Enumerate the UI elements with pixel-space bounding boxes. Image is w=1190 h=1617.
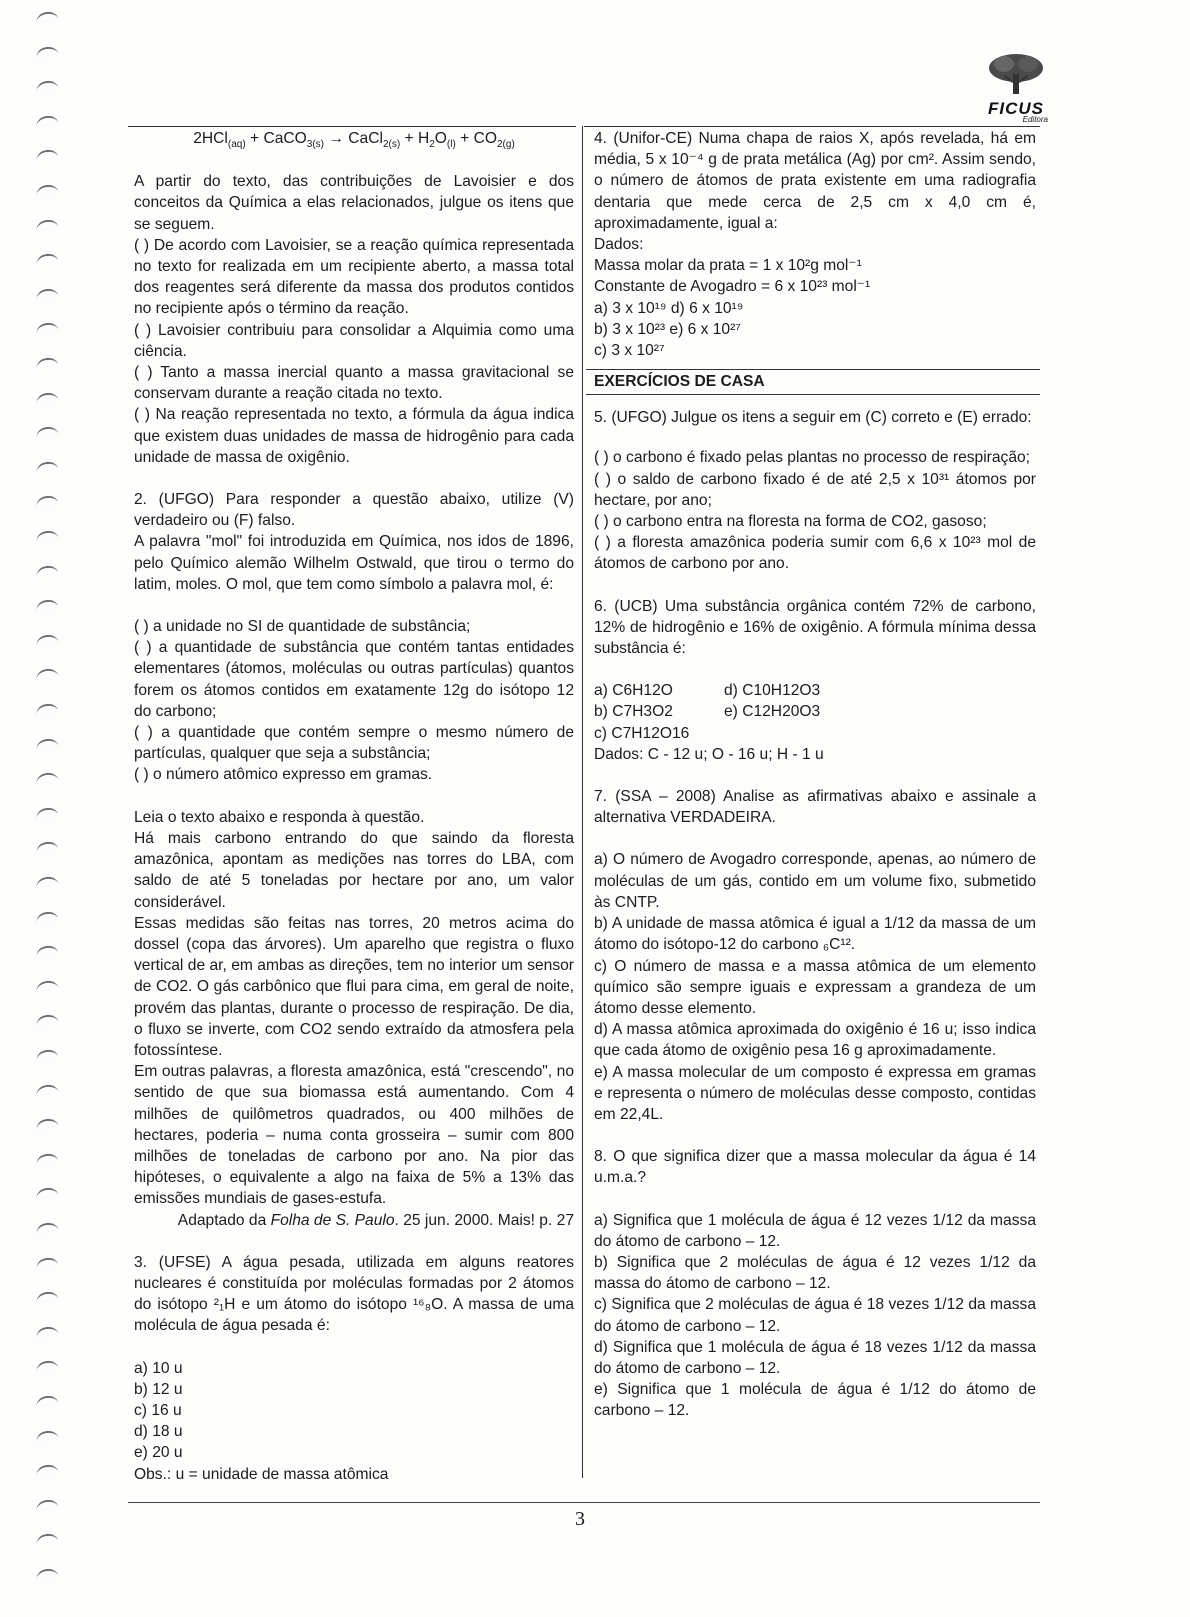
q6-option-row <box>594 701 1036 722</box>
spiral-ring <box>35 357 58 369</box>
spiral-ring <box>35 1360 58 1372</box>
q6-text: 6. (UCB) Uma substância orgânica contém 72% de carbono, 12% de hidrogênio e 16% de oxigênio. A fórmula mínima dessa substância é: <box>594 597 1036 658</box>
spiral-ring <box>35 184 58 196</box>
q3-option: e) 20 u <box>134 1444 183 1462</box>
reading-heading: Leia o texto abaixo e responda à questão. <box>134 808 425 826</box>
spiral-ring <box>35 599 58 611</box>
spiral-ring <box>35 1187 58 1199</box>
spiral-binding <box>30 0 70 1617</box>
spiral-ring <box>35 1325 58 1337</box>
spiral-ring <box>35 11 58 23</box>
column-divider <box>582 126 583 1478</box>
logo-word: FICUS <box>988 99 1044 118</box>
spiral-ring <box>35 1291 58 1303</box>
q7-item: b) A unidade de massa atômica é igual a 1/12 da massa de um átomo do isótopo-12 do carbono ₆C¹². <box>594 915 1036 954</box>
source-italic: Folha de S. Paulo <box>270 1211 395 1229</box>
spiral-ring <box>35 1118 58 1130</box>
spiral-ring <box>35 772 58 784</box>
q3-option: a) 10 u <box>134 1359 183 1377</box>
q5-item: ( ) o carbono é fixado pelas plantas no processo de respiração; <box>594 449 1031 467</box>
q1-item: ( ) Na reação representada no texto, a fórmula da água indica que existem duas unidades de massa de hidrogênio para cada unidade de massa de oxigênio. <box>134 406 574 466</box>
logo-sub: Editora <box>1022 115 1048 124</box>
spiral-ring <box>35 218 58 230</box>
spiral-ring <box>35 460 58 472</box>
q4-option: c) 3 x 10²⁷ <box>594 342 665 360</box>
q6-option-row <box>594 680 1036 701</box>
spiral-ring <box>35 841 58 853</box>
spiral-ring <box>35 806 58 818</box>
q6-option <box>724 723 1036 744</box>
q4-text: 4. (Unifor-CE) Numa chapa de raios X, após revelada, há em média, 5 x 10⁻⁴ g de prata metálica (Ag) por cm². Assim sendo, o número de átomos de prata existente em uma radiografia dentaria que mede cerca de 2,5 cm x 4,0 cm é, aproximadamente, igual a: <box>594 130 1036 232</box>
spiral-ring <box>35 633 58 645</box>
spiral-ring <box>35 1083 58 1095</box>
q2-text: A palavra "mol" foi introduzida em Química, nos idos de 1896, pelo Químico alemão Wilhelm Ostwald, que tirou o termo do latim, moles. O mol, que tem como símbolo a palavra mol, é: <box>134 533 574 593</box>
spiral-ring <box>35 668 58 680</box>
page-number: 3 <box>575 1508 585 1530</box>
q4-data-line: Massa molar da prata = 1 x 10²g mol⁻¹ <box>594 257 862 275</box>
q2-item: ( ) o número atômico expresso em gramas. <box>134 766 433 784</box>
spiral-ring <box>35 114 58 126</box>
q7-item: e) A massa molecular de um composto é expressa em gramas e representa o número de moléculas desse composto, contidas em 22,4L. <box>594 1063 1036 1123</box>
spiral-ring <box>35 1014 58 1026</box>
spiral-ring <box>35 1568 58 1580</box>
top-rule-left <box>128 126 576 127</box>
text-paragraph: Em outras palavras, a floresta amazônica, está "crescendo", no sentido de que sua biomassa está aumentando. Com 4 milhões de quilômetros quadrados, ou 400 milhões de hectares, poderia – numa conta grosseira – sumir com 800 milhões de toneladas de carbono por ano. Na pior das hipóteses, o equivalente a algo na faixa de 5% a 13% das emissões mundiais de gases-estufa. <box>134 1063 574 1208</box>
q1-item: ( ) Tanto a massa inercial quanto a massa gravitacional se conservam durante a reação citada no texto. <box>134 364 574 403</box>
text-paragraph: Essas medidas são feitas nas torres, 20 metros acima do dossel (copa das árvores). Um aparelho que registra o fluxo vertical de ar, em ambas as direções, tem no interior um sensor de CO2. O gás carbônico que flui para cima, em geral de noite, provém das plantas, durante o processo de respiração. De dia, o fluxo se inverte, com CO2 sendo extraído da atmosfera pela fotossíntese. <box>134 914 574 1059</box>
spiral-ring <box>35 979 58 991</box>
q5-heading: 5. (UFGO) Julgue os itens a seguir em (C) correto e (E) errado: <box>594 409 1032 427</box>
q5-item: ( ) o carbono entra na floresta na forma de CO2, gasoso; <box>594 513 987 531</box>
q6-option: b) C7H3O2 <box>594 703 673 721</box>
ficus-logo <box>980 52 1052 124</box>
spiral-ring <box>35 1152 58 1164</box>
q8-item: d) Significa que 1 molécula de água é 18 vezes 1/12 da massa do átomo de carbono – 12. <box>594 1338 1036 1377</box>
q4-data-heading: Dados: <box>594 236 644 254</box>
chemical-equation: 2HCl$_{(aq)}$ + CaCO$_{3(s)}$ → CaCl$_{2(s)}$ + $H_2O_{(l)} + CO_{2(g)}$ <box>193 130 515 151</box>
q3-obs: Obs.: u = unidade de massa atômica <box>134 1465 389 1483</box>
left-column <box>134 128 574 1485</box>
text-paragraph: Há mais carbono entrando do que saindo da floresta amazônica, apontam as medições nas torres do LBA, com saldo de até 5 toneladas por hectare por ano, um valor considerável. <box>134 829 574 911</box>
right-column <box>594 128 1036 1422</box>
q8-item: c) Significa que 2 moléculas de água é 18 vezes 1/12 da massa do átomo de carbono – 12. <box>594 1296 1036 1335</box>
q7-heading: 7. (SSA – 2008) Analise as afirmativas abaixo e assinale a alternativa VERDADEIRA. <box>594 788 1036 827</box>
source-pre: Adaptado da <box>177 1211 271 1229</box>
spiral-ring <box>35 564 58 576</box>
spiral-ring <box>35 876 58 888</box>
spiral-ring <box>35 703 58 715</box>
q6-data: Dados: C - 12 u; O - 16 u; H - 1 u <box>594 745 824 763</box>
q4-data-line: Constante de Avogadro = 6 x 10²³ mol⁻¹ <box>594 278 871 296</box>
spiral-ring <box>35 391 58 403</box>
spiral-ring <box>35 426 58 438</box>
spiral-ring <box>35 495 58 507</box>
spiral-ring <box>35 1395 58 1407</box>
spiral-ring <box>35 322 58 334</box>
q8-item: a) Significa que 1 molécula de água é 12 vezes 1/12 da massa do átomo de carbono – 12. <box>594 1211 1036 1250</box>
spiral-ring <box>35 737 58 749</box>
spiral-ring <box>35 1498 58 1510</box>
spiral-ring <box>35 45 58 57</box>
spiral-ring <box>35 1464 58 1476</box>
spiral-ring <box>35 287 58 299</box>
q6-option: d) C10H12O3 <box>724 682 821 700</box>
spiral-ring <box>35 910 58 922</box>
spiral-ring <box>35 1049 58 1061</box>
q1-item: ( ) De acordo com Lavoisier, se a reação química representada no texto for realizada em um recipiente aberto, a massa total dos reagentes será diferente da massa dos produtos contidos no recipiente após o término da reação. <box>134 236 574 318</box>
spiral-ring <box>35 1222 58 1234</box>
q7-item: c) O número de massa e a massa atômica de um elemento químico são sempre iguais e expressam a grandeza de um átomo desse elemento. <box>594 957 1036 1017</box>
source-post: . 25 jun. 2000. Mais! p. 27 <box>394 1211 574 1229</box>
spiral-ring <box>35 1533 58 1545</box>
q6-option-row <box>594 723 1036 744</box>
spiral-ring <box>35 1429 58 1441</box>
q5-item: ( ) a floresta amazônica poderia sumir com 6,6 x 10²³ mol de átomos de carbono por ano. <box>594 534 1036 573</box>
spiral-ring <box>35 80 58 92</box>
q3-text: 3. (UFSE) A água pesada, utilizada em alguns reatores nucleares é constituída por moléculas formadas por 2 átomos do isótopo ²₁H e um átomo do isótopo ¹⁶₈O. A massa de uma molécula de água pesada é: <box>134 1253 574 1335</box>
top-rule-right <box>584 126 1040 127</box>
intro-text: A partir do texto, das contribuições de Lavoisier e dos conceitos da Química a elas relacionados, julgue os itens que se seguem. <box>134 173 574 233</box>
q2-item: ( ) a unidade no SI de quantidade de substância; <box>134 618 471 636</box>
spiral-ring <box>35 945 58 957</box>
q2-heading: 2. (UFGO) Para responder a questão abaixo, utilize (V) verdadeiro ou (F) falso. <box>134 491 574 530</box>
q4-option: a) 3 x 10¹⁹ d) 6 x 10¹⁹ <box>594 299 744 317</box>
q2-item: ( ) a quantidade que contém sempre o mesmo número de partículas, qualquer que seja a substância; <box>134 724 574 763</box>
q8-heading: 8. O que significa dizer que a massa molecular da água é 14 u.m.a.? <box>594 1148 1036 1187</box>
section-title: EXERCÍCIOS DE CASA <box>586 369 1040 395</box>
source-citation <box>134 1210 574 1231</box>
spiral-ring <box>35 1256 58 1268</box>
q8-item: e) Significa que 1 molécula de água é 1/12 do átomo de carbono – 12. <box>594 1381 1036 1420</box>
bottom-rule <box>128 1502 1040 1503</box>
q8-item: b) Significa que 2 moléculas de água é 12 vezes 1/12 da massa do átomo de carbono – 12. <box>594 1253 1036 1293</box>
spiral-ring <box>35 253 58 265</box>
q6-option: e) C12H20O3 <box>724 703 821 721</box>
q7-item: a) O número de Avogadro corresponde, apenas, ao número de moléculas de um gás, contido em um volume fixo, submetido às CNTP. <box>594 851 1036 911</box>
q4-option: b) 3 x 10²³ e) 6 x 10²⁷ <box>594 320 741 338</box>
q1-item: ( ) Lavoisier contribuiu para consolidar a Alquimia como uma ciência. <box>134 321 574 360</box>
tree-icon <box>986 52 1046 96</box>
q5-item: ( ) o saldo de carbono fixado é de até 2,5 x 10³¹ átomos por hectare, por ano; <box>594 470 1036 509</box>
q7-item: d) A massa atômica aproximada do oxigênio é 16 u; isso indica que cada átomo de oxigênio pesa 16 g aproximadamente. <box>594 1021 1036 1060</box>
spiral-ring <box>35 530 58 542</box>
q2-item: ( ) a quantidade de substância que contém tantas entidades elementares (átomos, moléculas ou outras partículas) quantos forem os átomos contidos em exatamente 12g do isótopo 12 do carbono; <box>134 639 574 720</box>
q3-option: b) 12 u <box>134 1380 183 1398</box>
spiral-ring <box>35 149 58 161</box>
q6-option: c) C7H12O16 <box>594 724 690 742</box>
q6-option: a) C6H12O <box>594 682 673 700</box>
q3-option: d) 18 u <box>134 1423 183 1441</box>
q3-option: c) 16 u <box>134 1401 182 1419</box>
